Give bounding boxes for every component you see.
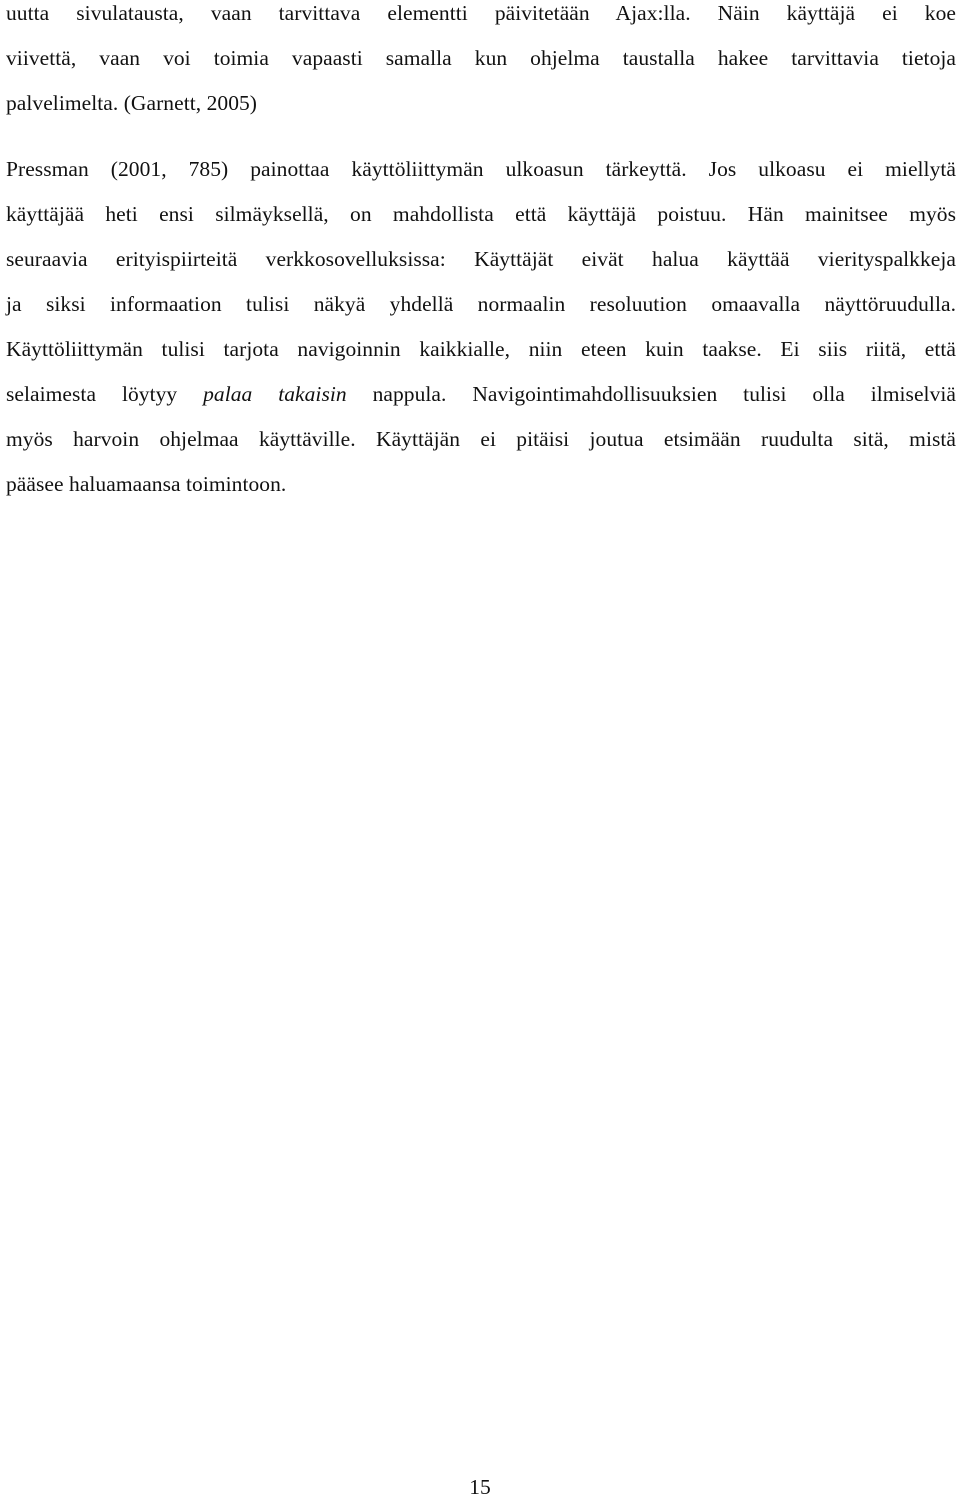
text-line: Pressman (2001, 785) painottaa käyttöliittymän ulkoasun tärkeyttä. Jos ulkoasu ei miellytä xyxy=(6,157,956,181)
text-line: Käyttöliittymän tulisi tarjota navigoinnin kaikkialle, niin eteen kuin taakse. Ei siis riitä, että xyxy=(6,337,956,361)
text-line: myös harvoin ohjelmaa käyttäville. Käyttäjän ei pitäisi joutua etsimään ruudulta sitä, mistä xyxy=(6,427,956,451)
text-line: seuraavia erityispiirteitä verkkosovelluksissa: Käyttäjät eivät halua käyttää vierityspalkkeja xyxy=(6,247,956,271)
text-line-with-italic xyxy=(6,372,956,417)
text-line: uutta sivulatausta, vaan tarvittava elementti päivitetään Ajax:lla. Näin käyttäjä ei koe xyxy=(6,1,956,25)
text-line: viivettä, vaan voi toimia vapaasti samalla kun ohjelma taustalla hakee tarvittavia tietoja xyxy=(6,46,956,70)
page-number: 15 xyxy=(469,1475,491,1499)
text-segment: selaimesta löytyy xyxy=(6,382,204,406)
paragraph-pressman xyxy=(6,147,956,507)
paragraph-ajax xyxy=(6,0,956,126)
text-line: käyttäjää heti ensi silmäyksellä, on mahdollista että käyttäjä poistuu. Hän mainitsee myös xyxy=(6,202,956,226)
italic-term: palaa takaisin xyxy=(203,382,347,406)
text-segment: nappula. Navigointimahdollisuuksien tulisi olla ilmiselviä xyxy=(346,382,956,406)
text-line: pääsee haluamaansa toimintoon. xyxy=(6,472,287,496)
text-line: palvelimelta. (Garnett, 2005) xyxy=(6,91,257,115)
text-line: ja siksi informaation tulisi näkyä yhdellä normaalin resoluution omaavalla näyttöruudulla. xyxy=(6,292,956,316)
